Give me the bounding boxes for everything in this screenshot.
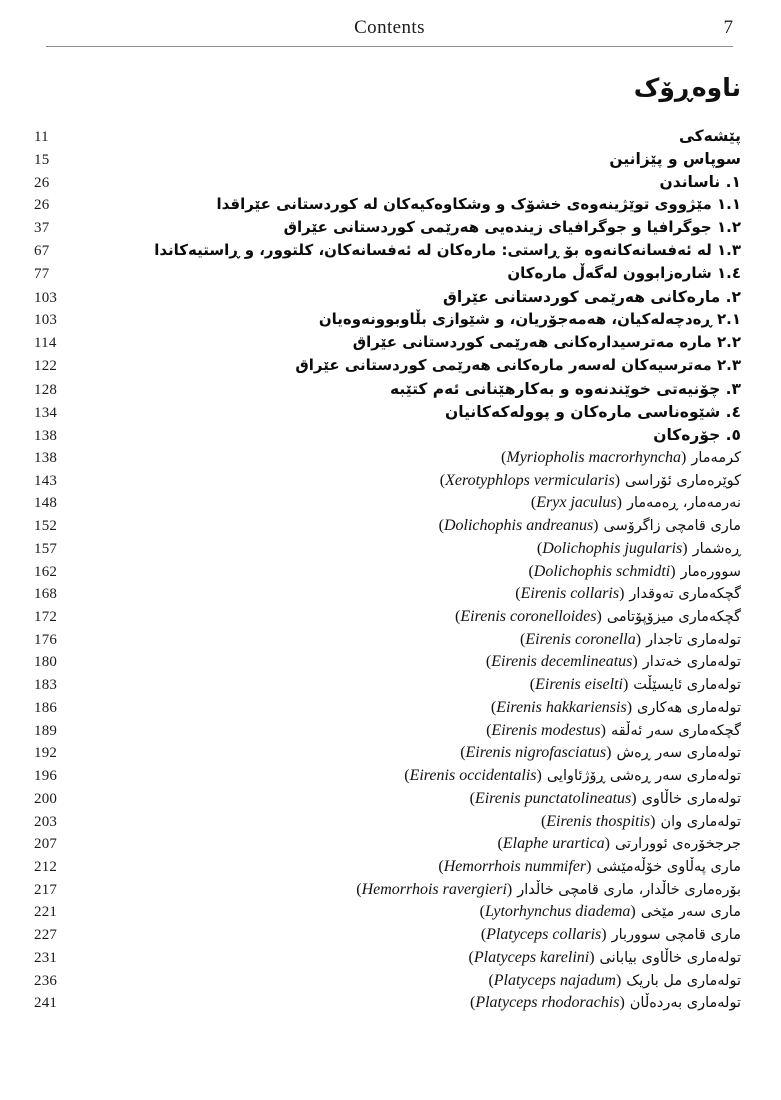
species-scientific-name: Eirenis coronelloides (460, 608, 597, 626)
toc-entry[interactable] (0, 651, 781, 674)
toc-entry[interactable] (0, 629, 781, 652)
species-scientific-name: Eirenis hakkariensis (496, 698, 627, 716)
open-paren: ( (520, 630, 526, 648)
species-scientific-name: Eirenis occidentalis (409, 767, 537, 785)
toc-entry-label (92, 697, 741, 720)
toc-entry[interactable] (0, 901, 781, 924)
toc-entry[interactable] (0, 697, 781, 720)
toc-entry[interactable] (0, 788, 781, 811)
toc-entry-label: ٢. مارەکانی هەرێمی کوردستانی عێراق (443, 288, 741, 306)
toc-page-number: 157 (34, 540, 58, 557)
species-scientific-name-group (460, 742, 611, 765)
open-paren: ( (404, 767, 410, 785)
open-paren: ( (356, 880, 362, 898)
toc-entry-label (92, 515, 741, 538)
species-scientific-name-group (404, 765, 542, 788)
species-common-name: کوێرەماری ئۆراسی (625, 472, 741, 489)
species-scientific-name: Eirenis coronella (525, 630, 636, 648)
toc-page-number: 103 (34, 312, 58, 328)
toc-entry[interactable] (0, 263, 781, 286)
species-scientific-name-group (515, 583, 624, 606)
species-common-name: تولەماری خاڵاوی (641, 790, 741, 807)
open-paren: ( (485, 653, 492, 671)
toc-entry-label: ١.١ مێژووی توێژینەوەی خشۆک و وشکاوەکیەکان لە کوردستانی عێراقدا (216, 195, 741, 213)
species-scientific-name-group (531, 492, 622, 515)
toc-entry[interactable] (0, 194, 781, 217)
species-scientific-name-group (537, 538, 688, 561)
species-scientific-name: Eirenis decemlineatus (491, 653, 633, 671)
species-scientific-name: Eirenis thospitis (546, 812, 651, 830)
species-common-name: گچکەماری سەر ئەڵقە (610, 722, 741, 739)
toc-page-number: 207 (34, 836, 58, 853)
toc-page-number: 26 (34, 175, 50, 191)
species-scientific-name: Eirenis modestus (491, 721, 601, 739)
toc-page-number: 37 (34, 220, 50, 236)
running-header (46, 0, 733, 40)
toc-page-number: 236 (34, 972, 58, 989)
toc-page-number: 114 (34, 335, 57, 351)
open-paren: ( (529, 676, 536, 694)
toc-page-number: 231 (34, 949, 58, 966)
open-paren: ( (469, 789, 475, 807)
species-scientific-name: Eirenis nigrofasciatus (465, 744, 607, 762)
close-paren: ) (616, 494, 622, 512)
species-scientific-name: Dolichophis schmidti (533, 562, 671, 580)
toc-entry[interactable] (0, 424, 781, 447)
toc-entry[interactable] (0, 992, 781, 1015)
toc-page-number: 152 (34, 518, 58, 535)
toc-entry-label (92, 970, 741, 993)
open-paren: ( (497, 835, 503, 853)
toc-entry-label: ٥. جۆرەکان (653, 426, 741, 444)
toc-entry[interactable] (0, 217, 781, 240)
toc-entry-label: ١.٣ لە ئەفسانەکانەوە بۆ ڕاستی: مارەکان لە ئەفسانەکان، کلتوور، و ڕاستیەکاندا (154, 241, 741, 259)
toc-page-number: 180 (34, 654, 58, 671)
species-common-name: تولەماری وان (660, 813, 741, 830)
toc-page-number: 162 (34, 563, 58, 580)
close-paren: ) (615, 971, 622, 989)
close-paren: ) (600, 721, 606, 739)
species-scientific-name-group (480, 901, 636, 924)
close-paren: ) (619, 994, 625, 1012)
species-scientific-name: Dolichophis andreanus (443, 517, 594, 535)
header-rule (46, 46, 733, 47)
species-scientific-name: Platyceps rhodorachis (475, 994, 620, 1012)
species-scientific-name-group (470, 992, 625, 1015)
species-scientific-name: Lytorhynchus diadema (484, 903, 631, 921)
open-paren: ( (468, 948, 474, 966)
toc-page-number: 176 (34, 631, 58, 648)
close-paren: ) (506, 880, 513, 898)
species-common-name: گچکەماری میزۆپۆتامی (606, 609, 741, 626)
close-paren: ) (630, 903, 636, 921)
open-paren: ( (480, 926, 487, 944)
close-paren: ) (606, 744, 612, 762)
toc-page-number: 143 (34, 472, 58, 489)
toc-entry[interactable] (0, 674, 781, 697)
toc-entry-label: ١.٤ شارەزابوون لەگەڵ مارەکان (507, 264, 741, 282)
toc-page-number: 203 (34, 813, 58, 830)
toc-entry[interactable] (0, 970, 781, 993)
toc-page-number: 183 (34, 677, 58, 694)
close-paren: ) (586, 857, 592, 875)
toc-entry-label (92, 856, 741, 879)
open-paren: ( (479, 903, 485, 921)
species-scientific-name-group (488, 970, 621, 993)
toc-page-number: 122 (34, 358, 58, 374)
close-paren: ) (626, 698, 633, 716)
toc-entry-label: ١.٢ جوگرافیا و جوگرافیای زیندەیی هەرێمی کوردستانی عێراق (283, 218, 741, 236)
toc-entry-label (92, 992, 741, 1015)
toc-entry[interactable] (0, 606, 781, 629)
species-common-name: ڕەشمار (692, 540, 741, 557)
toc-entry-label (92, 833, 741, 856)
header-title: Contents (354, 17, 425, 38)
toc-entry[interactable] (0, 765, 781, 788)
toc-entry-label (92, 538, 741, 561)
species-scientific-name-group (530, 674, 629, 697)
species-scientific-name-group (469, 947, 595, 970)
toc-entry[interactable] (0, 720, 781, 743)
toc-entry-label (92, 629, 741, 652)
toc-page-number: 227 (34, 927, 58, 944)
open-paren: ( (486, 721, 492, 739)
toc-entry-label: ٣. چۆنیەتی خوێندنەوە و بەکارهێنانی ئەم کتێبە (390, 380, 741, 398)
toc-page-number: 200 (34, 790, 58, 807)
species-scientific-name: Hemorrhois ravergieri (361, 880, 507, 898)
toc-entry-label (92, 765, 741, 788)
toc-entry[interactable] (0, 309, 781, 332)
toc-entry[interactable] (0, 447, 781, 470)
toc-entry[interactable] (0, 332, 781, 355)
toc-page-number: 172 (34, 609, 58, 626)
toc-page-number: 128 (34, 382, 58, 398)
close-paren: ) (632, 653, 638, 671)
open-paren: ( (469, 994, 476, 1012)
toc-page-number: 189 (34, 722, 58, 739)
toc-entry[interactable] (0, 148, 781, 171)
toc-page-number: 77 (34, 266, 50, 282)
toc-entry[interactable] (0, 286, 781, 309)
species-common-name: تولەماری خەتدار (642, 654, 741, 671)
open-paren: ( (490, 698, 497, 716)
species-common-name: ماری قامچی زاگرۆسی (603, 518, 741, 535)
toc-entry-label (92, 947, 741, 970)
open-paren: ( (528, 562, 534, 580)
species-scientific-name-group (356, 879, 512, 902)
toc-page-number: 138 (34, 450, 58, 466)
species-common-name: ماری پەڵاوی خۆڵەمێشی (596, 858, 741, 875)
toc-entry-label (92, 720, 741, 743)
toc-entry[interactable] (0, 125, 781, 148)
close-paren: ) (650, 812, 656, 830)
close-paren: ) (614, 471, 621, 489)
species-common-name: تولەماری هەکاری (637, 699, 741, 716)
species-scientific-name-group (528, 561, 675, 584)
close-paren: ) (619, 585, 625, 603)
toc-entry[interactable] (0, 879, 781, 902)
toc-entry-label (92, 811, 741, 834)
toc-entry-label (92, 924, 741, 947)
species-scientific-name: Eirenis collaris (520, 585, 620, 603)
open-paren: ( (460, 744, 466, 762)
toc-page-number: 11 (34, 129, 49, 145)
species-common-name: تولەماری سەر ڕەشی ڕۆژئاوایی (546, 768, 741, 785)
toc-entry-label (92, 651, 741, 674)
close-paren: ) (635, 630, 642, 648)
species-common-name: تولەماری سەر ڕەش (616, 745, 741, 762)
toc-entry-label (92, 447, 741, 470)
species-scientific-name: Platyceps karelini (473, 948, 590, 966)
toc-entry[interactable] (0, 742, 781, 765)
toc-entry[interactable] (0, 856, 781, 879)
toc-entry-label: پێشەکی (678, 127, 741, 145)
toc-entry[interactable] (0, 538, 781, 561)
species-scientific-name-group (541, 811, 656, 834)
open-paren: ( (455, 608, 461, 626)
toc-page-number: 241 (34, 995, 58, 1012)
open-paren: ( (530, 494, 537, 512)
toc-entry[interactable] (0, 811, 781, 834)
species-scientific-name-group (481, 924, 607, 947)
species-common-name: ماری سەر مێخی (640, 904, 741, 921)
species-scientific-name: Platyceps najadum (493, 971, 616, 989)
toc-entry-label (92, 674, 741, 697)
open-paren: ( (438, 857, 444, 875)
species-common-name: تولەماری تاجدار (646, 631, 741, 648)
close-paren: ) (670, 562, 676, 580)
species-common-name: جرجخۆرەی ئوورارتی (614, 836, 741, 853)
species-scientific-name: Hemorrhois nummifer (443, 857, 587, 875)
species-scientific-name-group (439, 515, 599, 538)
open-paren: ( (488, 971, 494, 989)
species-common-name: تولەماری خاڵاوی بیابانی (599, 949, 741, 966)
close-paren: ) (631, 789, 637, 807)
species-scientific-name: Eirenis punctatolineatus (474, 789, 632, 807)
species-scientific-name-group (491, 697, 632, 720)
close-paren: ) (604, 835, 610, 853)
species-common-name: نەرمەمار، ڕەمەمار (626, 495, 741, 512)
toc-entry[interactable] (0, 401, 781, 424)
toc-entry[interactable] (0, 378, 781, 401)
open-paren: ( (438, 517, 444, 535)
open-paren: ( (536, 539, 543, 557)
species-common-name: تولەماری مل باریک (626, 972, 741, 989)
close-paren: ) (681, 449, 687, 466)
toc-entry-label (92, 583, 741, 606)
toc-entry-label (92, 492, 741, 515)
toc-page-number: 221 (34, 904, 58, 921)
open-paren: ( (439, 471, 446, 489)
toc-page-number: 134 (34, 405, 58, 421)
toc-entry-label (92, 901, 741, 924)
species-common-name: گچکەماری تەوقدار (629, 586, 741, 603)
toc-entry-label (92, 561, 741, 584)
close-paren: ) (593, 517, 599, 535)
toc-entry-label: سوپاس و پێزانین (609, 150, 741, 168)
toc-entry-label: ٢.١ ڕەدچەلەکیان، هەمەجۆریان، و شێوازی بڵاوبوونەوەیان (318, 310, 741, 328)
toc-entry-label: ١. ناساندن (659, 173, 741, 191)
close-paren: ) (682, 539, 688, 557)
toc-entry-label (92, 879, 741, 902)
toc-entry[interactable] (0, 171, 781, 194)
species-common-name: ماری قامچی سووربار (611, 927, 741, 944)
species-scientific-name: Eirenis eiselti (535, 676, 623, 694)
species-scientific-name-group (501, 447, 686, 470)
page-title: ناوەڕۆک (633, 73, 741, 102)
close-paren: ) (601, 926, 607, 944)
header-page-number: 7 (723, 17, 733, 38)
species-scientific-name-group (486, 720, 606, 743)
toc-page-number: 26 (34, 197, 50, 213)
species-scientific-name: Myriopholis macrorhyncha (506, 449, 682, 466)
species-scientific-name: Dolichophis jugularis (542, 539, 683, 557)
toc-page-number: 67 (34, 243, 50, 259)
open-paren: ( (515, 585, 521, 603)
toc-page-number: 168 (34, 586, 58, 603)
toc-entry[interactable] (0, 515, 781, 538)
species-scientific-name-group (438, 856, 591, 879)
toc-entry[interactable] (0, 583, 781, 606)
toc-entry[interactable] (0, 947, 781, 970)
species-common-name: کرمەمار (691, 450, 741, 466)
table-of-contents-list (0, 125, 781, 1015)
toc-page-number: 186 (34, 699, 58, 716)
species-scientific-name-group (498, 833, 610, 856)
species-scientific-name: Eryx jaculus (536, 494, 617, 512)
open-paren: ( (501, 449, 507, 466)
toc-entry-label (92, 742, 741, 765)
species-common-name: تولەماری بەردەڵان (629, 995, 741, 1012)
species-scientific-name: Elaphe urartica (502, 835, 605, 853)
toc-entry[interactable] (0, 240, 781, 263)
toc-page-number: 212 (34, 858, 58, 875)
toc-entry[interactable] (0, 833, 781, 856)
species-common-name: بۆرەماری خاڵدار، ماری قامچی خاڵدار (517, 881, 741, 898)
toc-page-number: 103 (34, 290, 58, 306)
toc-entry[interactable] (0, 924, 781, 947)
species-scientific-name: Platyceps collaris (486, 926, 602, 944)
toc-page-number: 138 (34, 428, 58, 444)
toc-entry-label (92, 606, 741, 629)
toc-page-number: 217 (34, 881, 58, 898)
species-common-name: تولەماری ئایسێڵت (633, 677, 741, 694)
toc-page-number: 192 (34, 745, 58, 762)
toc-page-number: 148 (34, 495, 58, 512)
open-paren: ( (540, 812, 547, 830)
toc-entry[interactable] (0, 492, 781, 515)
species-scientific-name-group (486, 651, 638, 674)
close-paren: ) (596, 608, 602, 626)
species-common-name: سوورەمار (680, 563, 741, 580)
toc-entry-label (92, 470, 741, 493)
toc-page-number: 196 (34, 768, 58, 785)
close-paren: ) (589, 948, 595, 966)
species-scientific-name-group (440, 470, 620, 493)
toc-entry-label: ٢.٣ مەترسیەکان لەسەر مارەکانی هەرێمی کوردستانی عێراق (295, 356, 741, 374)
toc-entry-label: ٤. شێوەناسی مارەکان و پوولەکەکانیان (445, 403, 741, 421)
species-scientific-name-group (455, 606, 602, 629)
toc-page-number: 15 (34, 152, 50, 168)
species-scientific-name-group (520, 629, 641, 652)
close-paren: ) (622, 676, 629, 694)
toc-entry[interactable] (0, 355, 781, 378)
species-scientific-name: Xerotyphlops vermicularis (445, 471, 615, 489)
species-scientific-name-group (470, 788, 637, 811)
toc-entry[interactable] (0, 470, 781, 493)
close-paren: ) (536, 767, 542, 785)
toc-entry-label: ٢.٢ مارە مەترسیدارەکانی هەرێمی کوردستانی عێراق (352, 333, 741, 351)
toc-entry-label (92, 788, 741, 811)
toc-entry[interactable] (0, 561, 781, 584)
